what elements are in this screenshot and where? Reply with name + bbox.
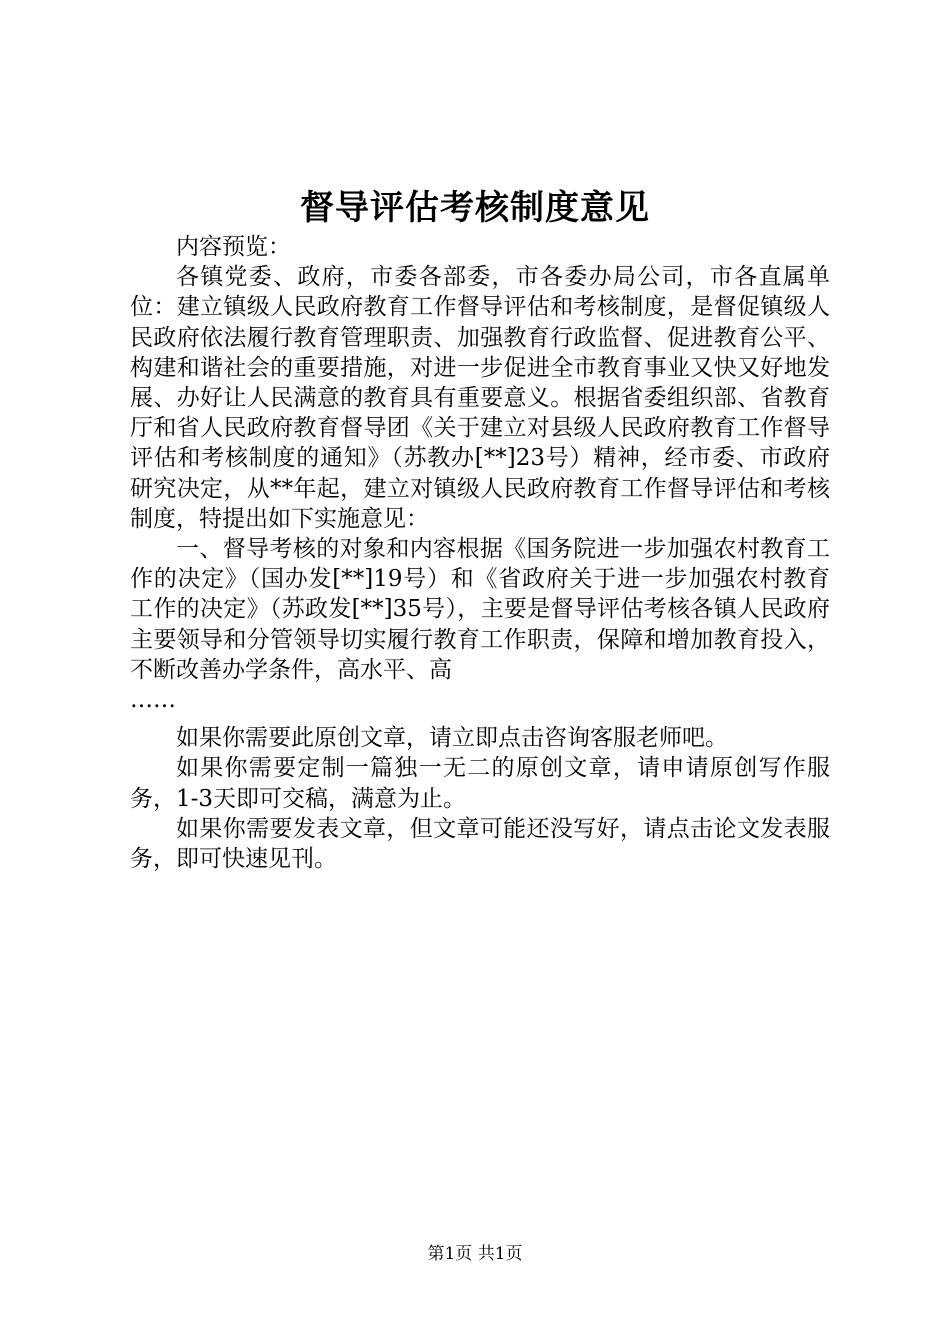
preview-label: 内容预览： (176, 234, 291, 260)
notice-custom-writing-link[interactable]: 如果你需要定制一篇独一无二的原创文章，请申请原创写作服务，1-3天即可交稿，满意为止。 (130, 755, 830, 812)
page-indicator: 第1页 共1页 (427, 1244, 523, 1264)
notice-consult-link[interactable]: 如果你需要此原创文章，请立即点击咨询客服老师吧。 (176, 725, 728, 752)
document-body (130, 232, 830, 874)
document-title: 督导评估考核制度意见 (300, 188, 650, 228)
paragraph-section-one: 一、督导考核的对象和内容根据《国务院进一步加强农村教育工作的决定》（国办发[**]19号）和《省政府关于进一步加强农村教育工作的决定》（苏政发[**]35号），主要是督导评估考核各镇人民政府主要领导和分管领导切实履行教育工作职责，保障和增加教育投入，不断改善办学条件，高水平、高 (130, 536, 830, 683)
notice-publish-link[interactable]: 如果你需要发表文章，但文章可能还没写好，请点击论文发表服务，即可快速见刊。 (130, 815, 830, 873)
truncation-ellipsis: …… (130, 687, 176, 714)
paragraph-intro: 各镇党委、政府，市委各部委，市各委办局公司，市各直属单位：建立镇级人民政府教育工作督导评估和考核制度，是督促镇级人民政府依法履行教育管理职责、加强教育行政监督、促进教育公平、构建和谐社会的重要措施，对进一步促进全市教育事业又快又好地发展、办好让人民满意的教育具有重要意义。根据省委组织部、省教育厅和省人民政府教育督导团《关于建立对县级人民政府教育工作督导评估和考核制度的通知》（苏教办[**]23号）精神，经市委、市政府研究决定，从**年起，建立对镇级人民政府教育工作督导评估和考核制度，特提出如下实施意见： (130, 264, 830, 532)
